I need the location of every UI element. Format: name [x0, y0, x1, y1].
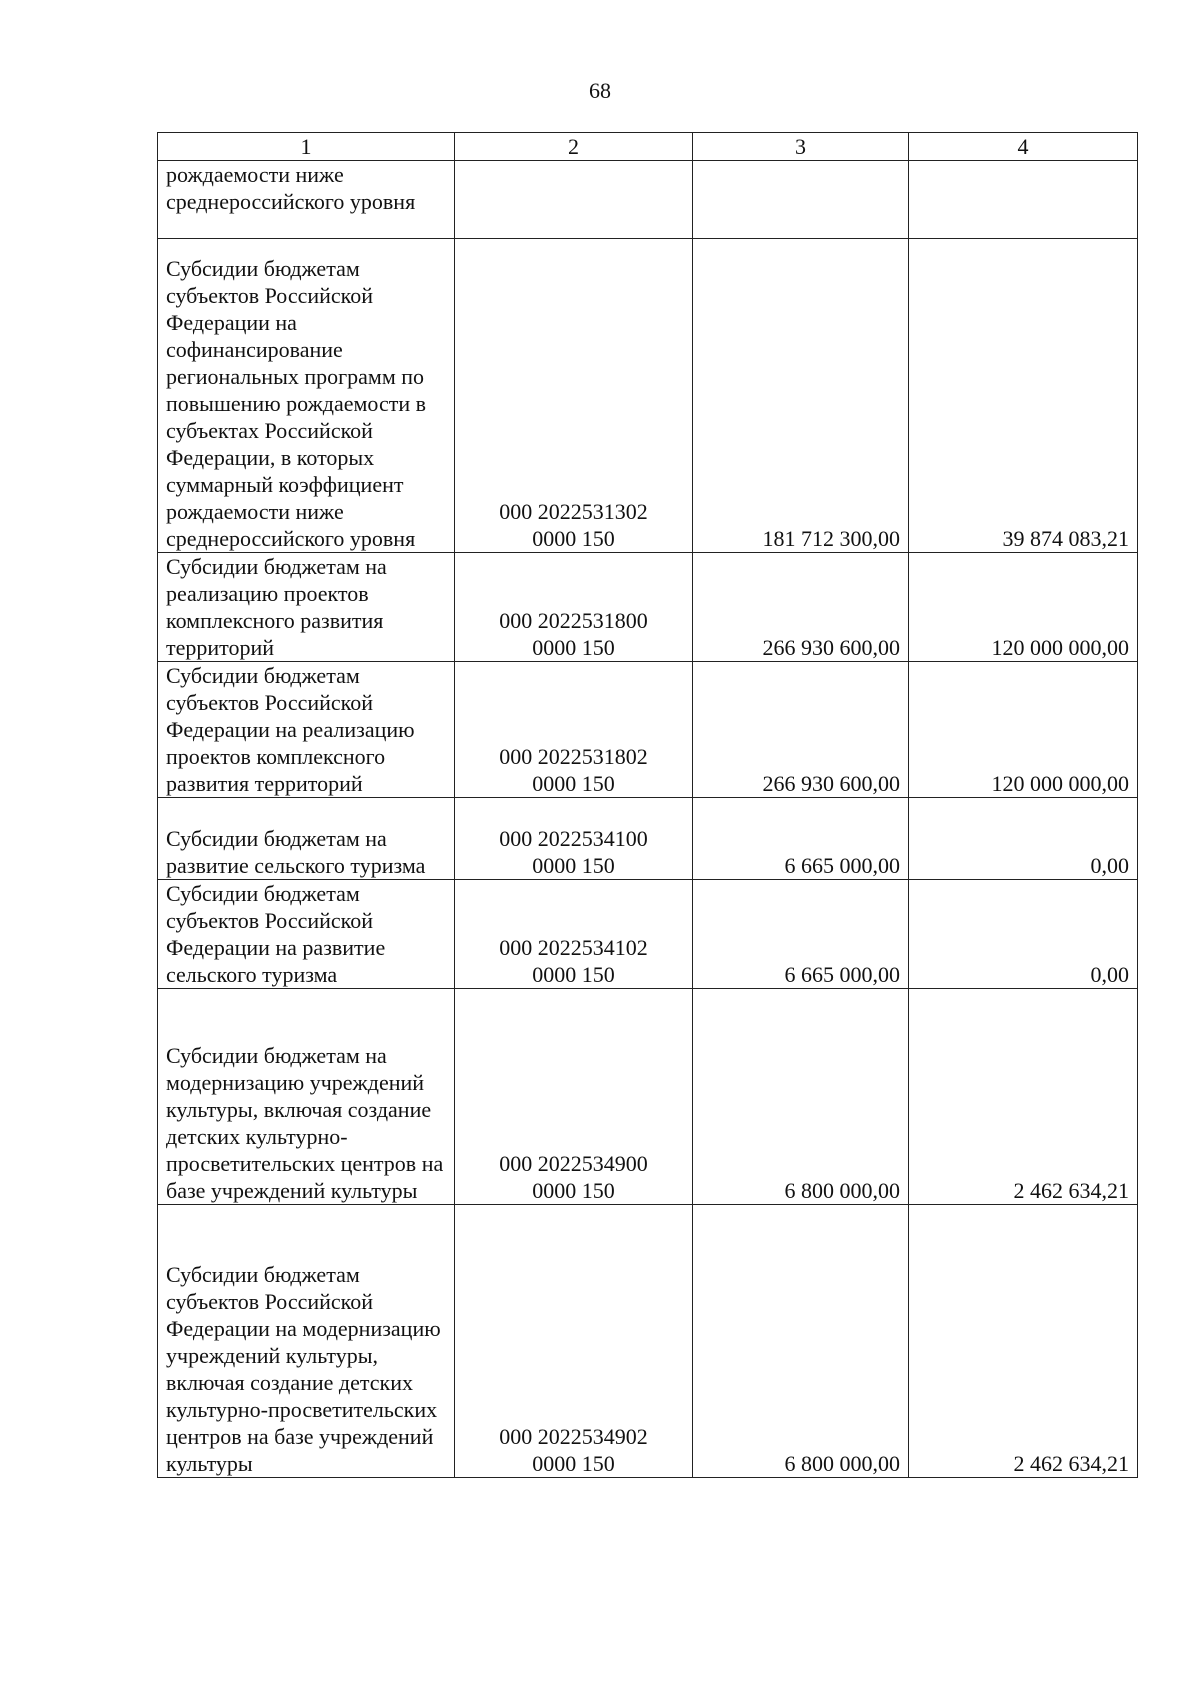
row-code	[455, 239, 693, 553]
row-code-text: 000 2022534900 0000 150	[499, 1151, 648, 1203]
row-col4: 2 462 634,21	[909, 989, 1138, 1205]
row-col4: 2 462 634,21	[909, 1205, 1138, 1478]
row-name-text: Субсидии бюджетам субъектов Российской Федерации на развитие сельского туризма	[166, 881, 386, 987]
table-row	[158, 798, 1138, 880]
budget-table	[157, 132, 1138, 1478]
row-code	[455, 161, 693, 239]
row-name	[158, 880, 455, 989]
row-col3: 6 665 000,00	[693, 880, 909, 989]
table-row	[158, 553, 1138, 662]
row-name-text: Субсидии бюджетам на реализацию проектов комплексного развития территорий	[166, 554, 387, 660]
row-code	[455, 798, 693, 880]
row-col3: 266 930 600,00	[693, 553, 909, 662]
row-code-text: 000 2022534100 0000 150	[499, 826, 648, 878]
row-col4: 0,00	[909, 798, 1138, 880]
row-name	[158, 239, 455, 553]
row-col3: 266 930 600,00	[693, 662, 909, 798]
column-header-2: 2	[455, 133, 693, 161]
row-name-text: Субсидии бюджетам субъектов Российской Федерации на реализацию проектов комплексного развития территорий	[166, 663, 415, 796]
page-number: 68	[589, 78, 611, 103]
row-name-text: Субсидии бюджетам на модернизацию учреждений культуры, включая создание детских культурно-просветительских центров на базе учреждений культуры	[166, 1043, 444, 1203]
row-code-text: 000 2022531800 0000 150	[499, 608, 648, 660]
table-row	[158, 1205, 1138, 1478]
row-name-text: Субсидии бюджетам на развитие сельского туризма	[166, 826, 426, 878]
row-name	[158, 989, 455, 1205]
table-row	[158, 161, 1138, 239]
row-code	[455, 553, 693, 662]
row-name	[158, 662, 455, 798]
column-header-3: 3	[693, 133, 909, 161]
row-name	[158, 798, 455, 880]
table-header-row	[158, 133, 1138, 161]
row-code	[455, 662, 693, 798]
table-row	[158, 662, 1138, 798]
row-col4: 39 874 083,21	[909, 239, 1138, 553]
column-header-1: 1	[158, 133, 455, 161]
row-col4	[909, 161, 1138, 239]
row-code	[455, 989, 693, 1205]
row-col4: 120 000 000,00	[909, 553, 1138, 662]
row-code-text: 000 2022531302 0000 150	[499, 499, 648, 551]
row-col3: 181 712 300,00	[693, 239, 909, 553]
row-col4: 120 000 000,00	[909, 662, 1138, 798]
row-col3: 6 800 000,00	[693, 989, 909, 1205]
row-col3	[693, 161, 909, 239]
row-col4: 0,00	[909, 880, 1138, 989]
row-name-text: рождаемости ниже среднероссийского уровня	[166, 162, 416, 214]
row-code-text: 000 2022534102 0000 150	[499, 935, 648, 987]
column-header-4: 4	[909, 133, 1138, 161]
table-row	[158, 239, 1138, 553]
row-name	[158, 1205, 455, 1478]
row-col3: 6 665 000,00	[693, 798, 909, 880]
row-name	[158, 553, 455, 662]
row-code	[455, 1205, 693, 1478]
table-row	[158, 989, 1138, 1205]
row-code-text: 000 2022534902 0000 150	[499, 1424, 648, 1476]
row-name-text: Субсидии бюджетам субъектов Российской Федерации на софинансирование региональных программ по повышению рождаемости в субъектах Российской Федерации, в которых суммарный коэффициент рождаемости ниже среднероссийского уровня	[166, 256, 427, 551]
table-row	[158, 880, 1138, 989]
row-name	[158, 161, 455, 239]
row-code-text: 000 2022531802 0000 150	[499, 744, 648, 796]
row-code	[455, 880, 693, 989]
row-name-text: Субсидии бюджетам субъектов Российской Федерации на модернизацию учреждений культуры, включая создание детских культурно-просветительских центров на базе учреждений культуры	[166, 1262, 441, 1476]
row-col3: 6 800 000,00	[693, 1205, 909, 1478]
